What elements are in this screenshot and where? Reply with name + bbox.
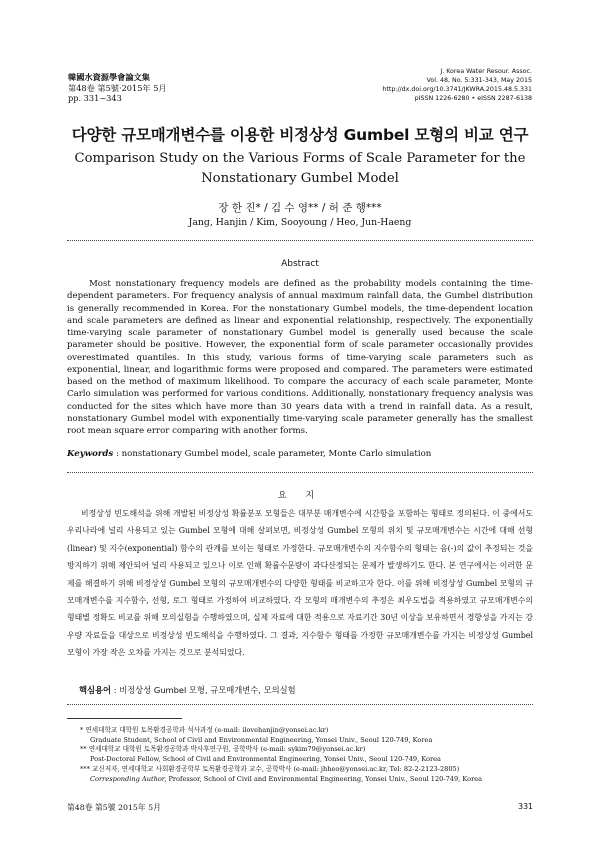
footnote-korean: 연세대학교 대학원 토목환경공학과 석사과정 (e-mail: ilovehanjin@yonsei.ac.kr) — [85, 726, 329, 734]
footnote-role: Corresponding Author, — [90, 774, 167, 783]
footnote-divider — [67, 718, 182, 719]
footnote-affiliation: Professor, School of Civil and Environmental Engineering, Yonsei Univ., Seoul 120-749, Korea — [166, 774, 483, 783]
footnote — [70, 745, 540, 755]
footnote-mark: *** — [80, 764, 90, 773]
divider — [67, 472, 533, 473]
keywords-label: Keywords — [67, 449, 114, 459]
volume-korean: 第48卷 第5號·2015年 5月 — [68, 82, 167, 93]
divider — [67, 240, 533, 241]
journal-header-korean — [68, 72, 167, 104]
footnote-korean: 교신저자, 연세대학교 사회환경공학부 토목환경공학과 교수, 공학박사 (e-mail: jhheo@yonsei.ac.kr, Tel: 82-2-2123-2805) — [92, 764, 460, 773]
footnotes — [70, 726, 540, 784]
abstract-heading: Abstract — [281, 259, 319, 269]
paper-title-korean: 다양한 규모매개변수를 이용한 비정상성 Gumbel 모형의 비교 연구 — [71, 126, 529, 144]
footnote-mark: * — [80, 726, 84, 734]
footnote-korean: 연세대학교 대학원 토목환경공학과 박사후연구원, 공학박사 (e-mail: sykim79@yonsei.ac.kr) — [88, 745, 366, 754]
authors-korean: 장 한 진* / 김 수 영** / 허 준 행*** — [218, 202, 382, 214]
keywords-english — [67, 449, 533, 459]
korean-abstract-text: 비정상성 빈도해석을 위해 개발된 비정상성 확률분포 모형들은 대부분 매개변수에 시간항을 포함하는 형태로 정의된다. 이 중에서도 우리나라에 널리 사용되고 있는 Gumbel 모형에 대해 살펴보면, 비정상성 Gumbel 모형의 위치 및 규모매개변수는 시간에 대해 선형(linear) 및 지수(exponential) 함수의 관계를 보이는 형태로 가정한다. 규모매개변수의 지수함수의 형태는 음(-)의 값이 추정되는 것을 방지하기 위해 제안되어 널리 사용되고 있으나 이로 인해 확률수문량이 과다산정되는 문제가 발생하기도 한다. 본 연구에서는 이러한 문제를 해결하기 위해 비정상성 Gumbel 모형의 규모매개변수의 다양한 형태를 비교하고자 한다. 이를 위해 비정상성 Gumbel 모형의 규모매개변수를 지수함수, 선형, 로그 형태로 가정하여 비교하였다. 각 모형의 매개변수의 추정은 최우도법을 적용하였고 규모매개변수의 형태별 정확도 비교를 위해 모의실험을 수행하였으며, 실제 자료에 대한 적용으로 자료기간 30년 이상을 보유하면서 경향성을 가지는 강우량 자료들을 대상으로 비정상성 빈도해석을 수행하였다. 그 결과, 지수함수 형태를 가정한 규모매개변수를 가지는 비정상성 Gumbel 모형이 가장 작은 오차를 가지는 것으로 분석되었다. — [67, 509, 533, 658]
footer-volume: 第48卷 第5號 2015年 5月 — [67, 803, 161, 812]
korean-abstract-heading: 요 지 — [277, 491, 323, 501]
footnote-english: Graduate Student, School of Civil and Environmental Engineering, Yonsei Univ., Seoul 120-749, Korea — [90, 735, 433, 744]
paper-title-english: Comparison Study on the Various Forms of Scale Parameter for the Nonstationary Gumbel Model — [74, 151, 526, 186]
doi-link[interactable]: http://dx.doi.org/10.3741/JKWRA.2015.48.5.331 — [382, 86, 532, 93]
issn: pISSN 1226-6280 • eISSN 2287-6138 — [414, 95, 532, 102]
abstract-text: Most nonstationary frequency models are defined as the probability models containing the time-dependent parameters. For frequency analysis of annual maximum rainfall data, the Gumbel distribution is generally recommended in Korea. For the nonstationary Gumbel models, the time-dependent location and scale parameters are defined as linear and exponential relationship, respectively. The exponentially time-varying scale parameter of nonstationary Gumbel model is generally used because the scale parameter should be positive. However, the exponential form of scale parameter occasionally provides overestimated quantiles. In this study, various forms of time-varying scale parameters such as exponential, linear, and logarithmic forms were proposed and compared. The parameters were estimated based on the method of maximum likelihood. To compare the accuracy of each scale parameter, Monte Carlo simulation was performed for various conditions. Additionally, nonstationary frequency analysis was conducted for the sites which have more than 30 years data with a trend in rainfall data. As a result, nonstationary Gumbel model with exponentially time-varying scale parameter generally has the smallest root mean square error comparing with another forms. — [67, 279, 533, 436]
keywords-korean-label: 핵심용어 — [79, 685, 112, 695]
volume-english: Vol. 48, No. 5:331-343, May 2015 — [426, 77, 532, 84]
authors-english: Jang, Hanjin / Kim, Sooyoung / Heo, Jun-Haeng — [188, 217, 412, 228]
keywords-korean — [79, 684, 296, 696]
footnote-english: Post-Doctoral Fellow, School of Civil and Environmental Engineering, Yonsei Univ., Seoul 120-749, Korea — [90, 755, 441, 764]
journal-header-english — [382, 67, 532, 103]
footnote-english — [70, 775, 540, 785]
footnote — [70, 765, 540, 775]
keywords-list: : nonstationary Gumbel model, scale parameter, Monte Carlo simulation — [115, 449, 432, 459]
journal-name-korean: 韓國水資源學會論文集 — [68, 72, 150, 82]
footnote-mark: ** — [80, 745, 87, 754]
page-number: 331 — [518, 802, 533, 811]
keywords-korean-list: : 비정상성 Gumbel 모형, 규모매개변수, 모의실험 — [113, 685, 296, 695]
journal-name-english: J. Korea Water Resour. Assoc. — [440, 68, 532, 75]
divider — [67, 704, 533, 705]
pages-korean: pp. 331~343 — [68, 93, 122, 103]
footnote — [70, 726, 540, 736]
